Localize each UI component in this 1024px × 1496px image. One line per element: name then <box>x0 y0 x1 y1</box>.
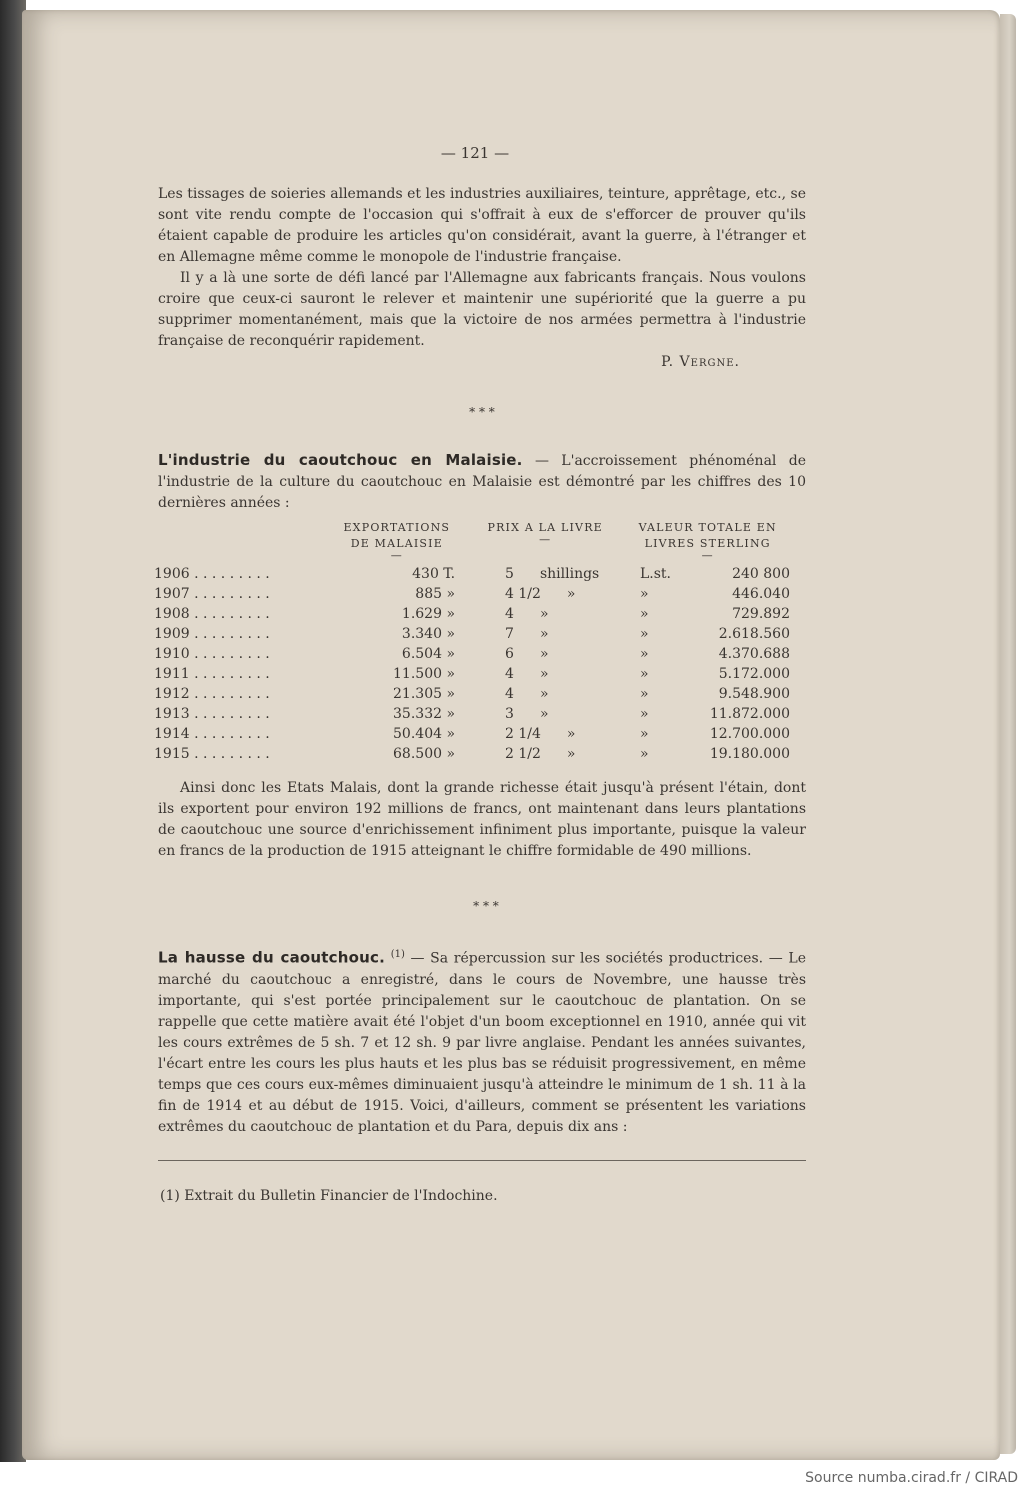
currency-label: » <box>640 686 649 702</box>
article3-body: — Sa répercussion sur les sociétés productrices. — Le marché du caoutchouc a enregistré, dans le cours de Novembre, une hausse très importante, qui s'est portée principalement sur le caoutchouc de plantation. On se rappelle que cette matière avait été l'objet d'un boom exceptionnel en 1910, année qui vit les cours extrêmes de 5 sh. 7 et 12 sh. 9 par livre anglaise. Pendant les années suivantes, l'écart entre les cours les plus hauts et les plus bas se réduisit progressivement, en même temps que ces cours eux-mêmes diminuaient jusqu'à atteindre le minimum de 1 sh. 11 à la fin de 1914 et au début de 1915. Voici, d'ailleurs, comment se présentent les variations extrêmes du caoutchouc de plantation et du Para, depuis dix ans : <box>158 950 807 1135</box>
exports-column-header: EXPORTATIONS DE MALAISIE — <box>343 521 451 562</box>
value-amount: 4.370.688 <box>718 646 790 662</box>
value-cell <box>625 604 790 624</box>
price-value: 4 <box>505 606 514 622</box>
exports-cell: 11.500 » <box>393 666 456 682</box>
article2-conclusion: Ainsi donc les Etats Malais, dont la grande richesse était jusqu'à présent l'étain, dont ils exportent pour environ 192 millions de francs, ont maintenant dans leurs plantations de caoutchouc une source d'enrichissement infiniment plus importante, puisque la valeur en francs de la production de 1915 atteignant le chiffre formidable de 490 millions. <box>158 780 806 859</box>
year-value: 1907 <box>154 586 190 602</box>
exports-cell: 430 T. <box>412 566 456 582</box>
year-cell <box>150 564 339 584</box>
year-value: 1908 <box>154 606 190 622</box>
year-cell <box>150 584 339 604</box>
exports-cell: 50.404 » <box>393 726 456 742</box>
table-row <box>150 724 790 744</box>
article1-text <box>158 184 806 352</box>
value-cell <box>625 704 790 724</box>
table-row <box>150 704 790 724</box>
price-cell <box>465 704 625 724</box>
year-cell <box>150 744 339 764</box>
value-amount: 5.172.000 <box>718 666 790 682</box>
value-cell <box>625 644 790 664</box>
value-amount: 9.548.900 <box>718 686 790 702</box>
year-value: 1906 <box>154 566 190 582</box>
year-cell <box>150 704 339 724</box>
page-stack-edge <box>1000 14 1016 1454</box>
currency-label: » <box>640 706 649 722</box>
price-cell <box>465 604 625 624</box>
article3-heading: La hausse du caoutchouc. <box>158 948 386 967</box>
price-unit: » <box>539 686 549 702</box>
year-column-header <box>150 520 339 564</box>
leader-dots: . . . . . . . . . <box>189 646 270 662</box>
year-value: 1915 <box>154 746 190 762</box>
currency-label: L.st. <box>640 566 672 582</box>
leader-dots: . . . . . . . . . <box>189 746 270 762</box>
price-value: 2 1/4 <box>505 726 541 742</box>
price-value: 4 1/2 <box>505 586 541 602</box>
year-cell <box>150 624 339 644</box>
value-cell <box>625 684 790 704</box>
exports-cell: 68.500 » <box>393 746 456 762</box>
article2-intro: — L'accroissement phénoménal de l'industrie de la culture du caoutchouc en Malaisie est démontré par les chiffres des 10 dernières années : <box>158 453 806 511</box>
price-unit: » <box>539 666 549 682</box>
leader-dots: . . . . . . . . . <box>189 706 270 722</box>
leader-dots: . . . . . . . . . <box>189 626 270 642</box>
year-value: 1914 <box>154 726 190 742</box>
table-row <box>150 584 790 604</box>
year-value: 1911 <box>154 666 190 682</box>
price-unit: shillings <box>539 566 600 582</box>
value-amount: 19.180.000 <box>709 746 790 762</box>
leader-dots: . . . . . . . . . <box>189 666 270 682</box>
price-column-header: PRIX A LA LIVRE — <box>487 521 603 546</box>
price-value: 4 <box>505 686 514 702</box>
table-row <box>150 664 790 684</box>
price-value: 2 1/2 <box>505 746 541 762</box>
price-cell <box>465 644 625 664</box>
exports-cell: 3.340 » <box>401 626 456 642</box>
year-cell <box>150 664 339 684</box>
article2-conclusion-block <box>158 778 806 862</box>
price-value: 5 <box>505 566 514 582</box>
exports-cell: 6.504 » <box>401 646 456 662</box>
exports-header-label: EXPORTATIONS DE MALAISIE <box>343 521 451 550</box>
price-unit: » <box>566 586 576 602</box>
leader-dots: . . . . . . . . . <box>189 686 270 702</box>
leader-dots: . . . . . . . . . <box>189 726 270 742</box>
value-amount: 11.872.000 <box>709 706 790 722</box>
price-cell <box>465 564 625 584</box>
currency-label: » <box>640 666 649 682</box>
article1-paragraph1: Les tissages de soieries allemands et les industries auxiliaires, teinture, apprêtage, etc., se sont vite rendu compte de l'occasion qui s'offrait à eux de s'efforcer de prouver qu'ils étaient capable de produire les articles qu'on considérait, avant la guerre, à l'étranger et en Allemagne même comme le monopole de l'industrie française. <box>158 186 806 265</box>
currency-label: » <box>640 746 649 762</box>
price-cell <box>465 724 625 744</box>
value-cell <box>625 744 790 764</box>
footnote: (1) Extrait du Bulletin Financier de l'Indochine. <box>160 1188 498 1204</box>
table-row <box>150 644 790 664</box>
price-cell <box>465 624 625 644</box>
year-cell <box>150 644 339 664</box>
footnote-divider <box>158 1160 806 1161</box>
table-row <box>150 624 790 644</box>
price-unit: » <box>566 746 576 762</box>
article1-paragraph2: Il y a là une sorte de défi lancé par l'Allemagne aux fabricants français. Nous voulons croire que ceux-ci sauront le relever et maintenir une supériorité que la guerre a pu supprimer momentanément, mais que la victoire de nos armées permettra à l'industrie française de reconquérir rapidement. <box>158 270 806 349</box>
article1-signature: P. Vergne. <box>661 354 740 370</box>
currency-label: » <box>640 726 649 742</box>
year-value: 1910 <box>154 646 190 662</box>
price-value: 7 <box>505 626 514 642</box>
leader-dots: . . . . . . . . . <box>189 606 270 622</box>
article3-block <box>158 944 806 1138</box>
separator-stars-2: * * * <box>473 899 499 913</box>
article2-intro-block <box>158 450 806 514</box>
price-cell <box>465 664 625 684</box>
rubber-exports-table <box>150 520 790 764</box>
table-row <box>150 604 790 624</box>
year-value: 1909 <box>154 626 190 642</box>
value-cell <box>625 664 790 684</box>
article2-heading: L'industrie du caoutchouc en Malaisie. <box>158 451 523 469</box>
price-value: 3 <box>505 706 514 722</box>
year-cell <box>150 724 339 744</box>
value-column-header: VALEUR TOTALE EN LIVRES STERLING — <box>638 521 777 562</box>
currency-label: » <box>640 646 649 662</box>
price-unit: » <box>539 646 549 662</box>
value-amount: 446.040 <box>732 586 790 602</box>
page-number: — 121 — <box>440 144 510 162</box>
value-cell <box>625 584 790 604</box>
value-header-label: VALEUR TOTALE EN LIVRES STERLING <box>638 521 777 550</box>
price-value: 6 <box>505 646 514 662</box>
value-amount: 240 800 <box>732 566 790 582</box>
value-cell <box>625 724 790 744</box>
year-cell <box>150 604 339 624</box>
price-cell <box>465 744 625 764</box>
price-unit: » <box>539 706 549 722</box>
price-unit: » <box>539 626 549 642</box>
value-amount: 2.618.560 <box>718 626 790 642</box>
currency-label: » <box>640 586 649 602</box>
exports-cell: 885 » <box>415 586 456 602</box>
separator-stars-1: * * * <box>469 405 495 419</box>
value-cell <box>625 564 790 584</box>
article3-footnote-ref: (1) <box>390 949 405 960</box>
table-header-row <box>150 520 790 564</box>
leader-dots: . . . . . . . . . <box>189 566 270 582</box>
price-header-label: PRIX A LA LIVRE <box>487 521 603 534</box>
year-value: 1912 <box>154 686 190 702</box>
year-value: 1913 <box>154 706 190 722</box>
table-row <box>150 684 790 704</box>
source-credit: Source numba.cirad.fr / CIRAD <box>805 1470 1018 1486</box>
price-cell <box>465 684 625 704</box>
price-unit: » <box>566 726 576 742</box>
exports-cell: 35.332 » <box>393 706 456 722</box>
currency-label: » <box>640 626 649 642</box>
value-amount: 729.892 <box>732 606 790 622</box>
table-row <box>150 744 790 764</box>
value-amount: 12.700.000 <box>709 726 790 742</box>
exports-cell: 21.305 » <box>393 686 456 702</box>
price-cell <box>465 584 625 604</box>
leader-dots: . . . . . . . . . <box>189 586 270 602</box>
year-cell <box>150 684 339 704</box>
price-value: 4 <box>505 666 514 682</box>
value-cell <box>625 624 790 644</box>
exports-cell: 1.629 » <box>401 606 456 622</box>
price-unit: » <box>539 606 549 622</box>
table-row <box>150 564 790 584</box>
currency-label: » <box>640 606 649 622</box>
